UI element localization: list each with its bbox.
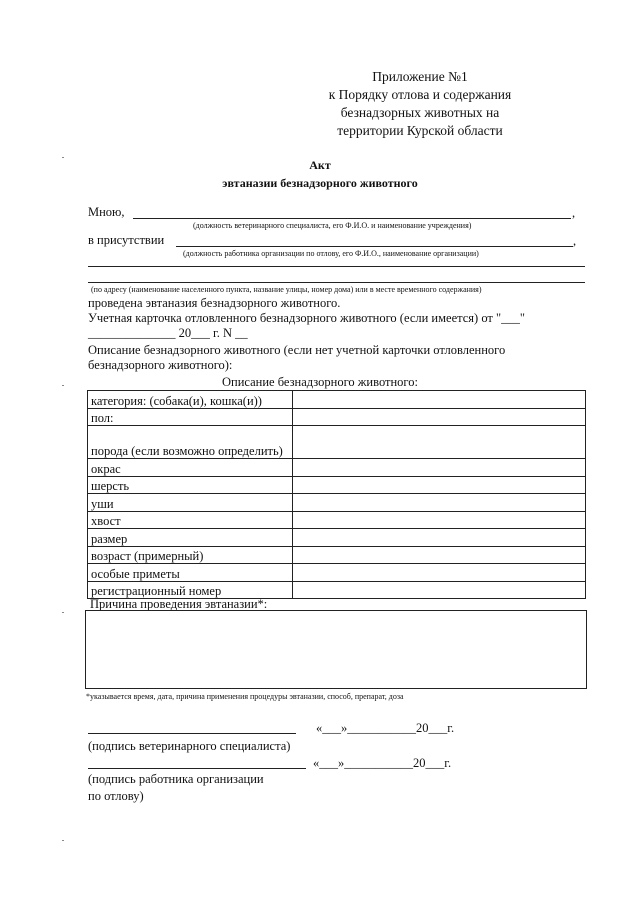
card-line: Учетная карточка отловленного безнадзорного животного (если имеется) от "___" — [88, 311, 525, 325]
table-row — [88, 511, 586, 529]
scan-speck — [62, 157, 64, 158]
scan-speck — [62, 385, 64, 386]
card-date: ______________ 20___ г. N __ — [88, 326, 248, 340]
appendix-line-4: территории Курской области — [337, 123, 503, 138]
appendix-line-1: Приложение №1 — [372, 69, 468, 84]
row-label: размер — [88, 529, 293, 547]
table-caption: Описание безнадзорного животного: — [222, 375, 418, 389]
table-row — [88, 391, 586, 409]
vet-signature-line[interactable] — [88, 733, 296, 734]
address-line-2[interactable] — [88, 282, 585, 283]
table-row — [88, 546, 586, 564]
act-subtitle: эвтаназии безнадзорного животного — [222, 176, 418, 190]
description-table — [87, 390, 586, 599]
description-intro-1: Описание безнадзорного животного (если нет учетной карточки отловленного — [88, 343, 506, 357]
table-row — [88, 564, 586, 582]
table-row — [88, 426, 586, 459]
row-value-cell[interactable] — [293, 529, 586, 547]
row-label: хвост — [88, 511, 293, 529]
catcher-signature-date: «___»___________20___г. — [313, 756, 452, 770]
row-value-cell[interactable] — [293, 564, 586, 582]
row-value-cell[interactable] — [293, 494, 586, 512]
row-label: регистрационный номер — [88, 581, 293, 599]
vet-signature-label: (подпись ветеринарного специалиста) — [88, 739, 291, 753]
appendix-line-2: к Порядку отлова и содержания — [328, 87, 512, 102]
row-value-cell[interactable] — [293, 511, 586, 529]
row-value-cell[interactable] — [293, 581, 586, 599]
me-comma: , — [572, 206, 576, 220]
me-hint: (должность ветеринарного специалиста, его Ф.И.О. и наименование учреждения) — [193, 221, 472, 230]
table-row — [88, 459, 586, 477]
row-value-cell[interactable] — [293, 426, 586, 459]
row-value-cell[interactable] — [293, 391, 586, 409]
reason-footnote: *указывается время, дата, причина применения процедуры эвтаназии, способ, препарат, доза — [86, 692, 404, 701]
table-row — [88, 494, 586, 512]
catcher-signature-line[interactable] — [88, 768, 306, 769]
presence-comma: , — [573, 234, 577, 248]
row-label: порода (если возможно определить) — [88, 426, 293, 459]
row-value-cell[interactable] — [293, 459, 586, 477]
address-line-1[interactable] — [88, 266, 585, 267]
table-row — [88, 408, 586, 426]
row-label: особые приметы — [88, 564, 293, 582]
catcher-signature-label-2: по отлову) — [88, 789, 144, 803]
row-label: шерсть — [88, 476, 293, 494]
row-label: окрас — [88, 459, 293, 477]
presence-label: в присутствии — [88, 233, 165, 247]
row-label: уши — [88, 494, 293, 512]
table-row — [88, 581, 586, 599]
row-value-cell[interactable] — [293, 546, 586, 564]
act-title: Акт — [309, 158, 331, 172]
scan-speck — [62, 840, 64, 841]
presence-blank-line[interactable] — [176, 246, 573, 247]
row-value-cell[interactable] — [293, 408, 586, 426]
catcher-signature-label-1: (подпись работника организации — [88, 772, 264, 786]
description-intro-2: безнадзорного животного): — [88, 358, 233, 372]
reason-label: Причина проведения эвтаназии*: — [90, 597, 268, 611]
scan-speck — [62, 612, 64, 613]
row-label: возраст (примерный) — [88, 546, 293, 564]
me-blank-line[interactable] — [133, 218, 571, 219]
row-label: категория: (собака(и), кошка(и)) — [88, 391, 293, 409]
row-label: пол: — [88, 408, 293, 426]
row-value-cell[interactable] — [293, 476, 586, 494]
table-row — [88, 476, 586, 494]
appendix-line-3: безнадзорных животных на — [340, 105, 500, 120]
appendix-header — [300, 68, 540, 140]
me-label: Мною, — [88, 205, 125, 219]
reason-box[interactable] — [85, 610, 587, 689]
presence-hint: (должность работника организации по отлову, его Ф.И.О., наименование организации) — [183, 249, 479, 258]
address-hint: (по адресу (наименование населенного пункта, название улицы, номер дома) или в месте временного содержания) — [91, 285, 482, 294]
table-row — [88, 529, 586, 547]
vet-signature-date: «___»___________20___г. — [316, 721, 455, 735]
performed-text: проведена эвтаназия безнадзорного животного. — [88, 296, 341, 310]
